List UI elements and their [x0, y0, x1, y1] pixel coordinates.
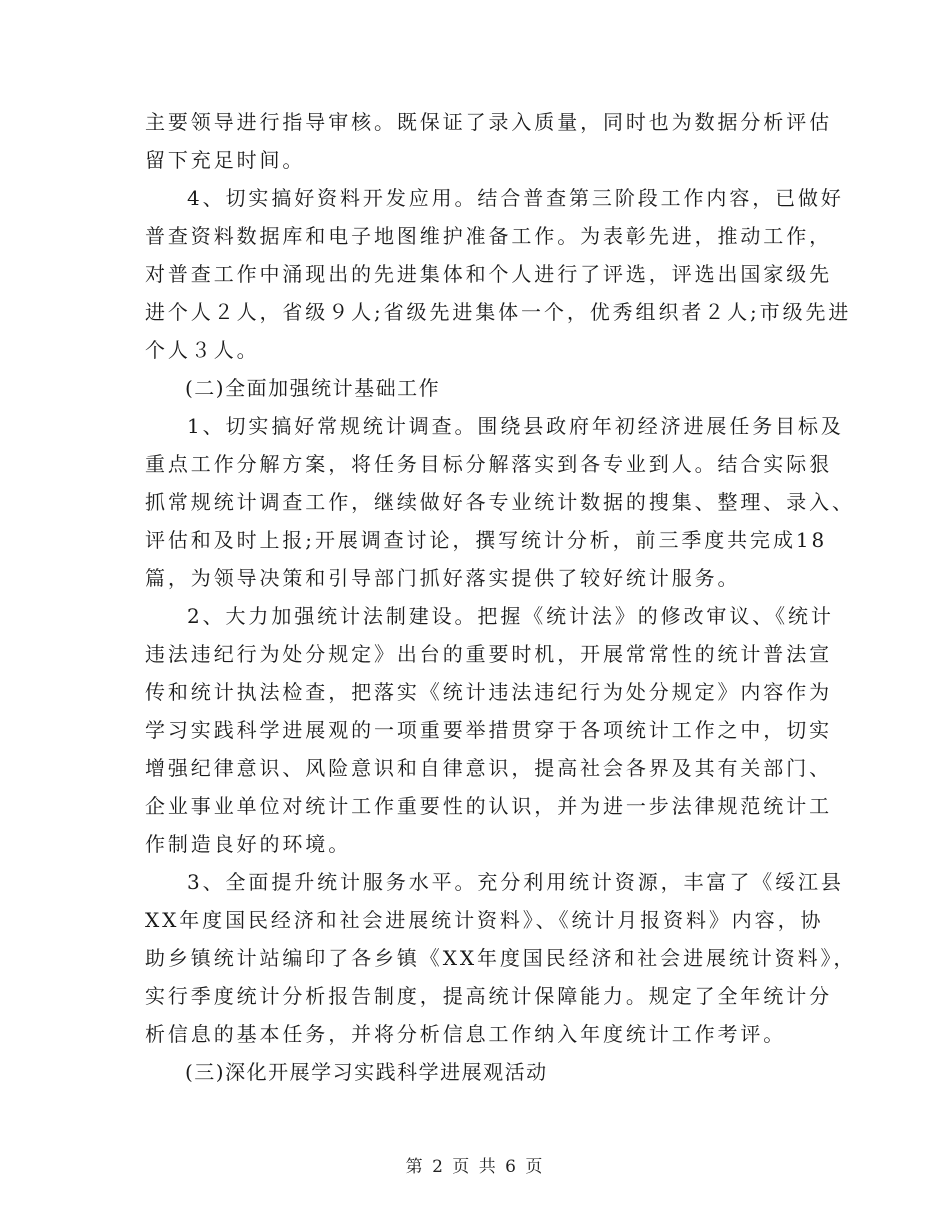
page-number: 第 2 页 共 6 页 [405, 1157, 545, 1177]
text-line: XX年度国民经济和社会进展统计资料》、《统计月报资料》内容，协 [145, 908, 824, 932]
text-line: 析信息的基本任务，并将分析信息工作纳入年度统计工作考评。 [145, 1022, 787, 1046]
text-line: 主要领导进行指导审核。既保证了录入质量，同时也为数据分析评估 [145, 110, 832, 134]
text-line: 学习实践科学进展观的一项重要举措贯穿于各项统计工作之中，切实 [145, 718, 832, 742]
text-line: 作制造良好的环境。 [145, 832, 352, 856]
text-line: 企业事业单位对统计工作重要性的认识，并为进一步法律规范统计工 [145, 794, 832, 818]
document-body [145, 103, 857, 1091]
text-line: 进个人２人，省级９人;省级先进集体一个，优秀组织者２人;市级先进 [145, 300, 852, 324]
text-line: 普查资料数据库和电子地图维护准备工作。为表彰先进，推动工作， [145, 224, 832, 248]
text-line: 重点工作分解方案，将任务目标分解落实到各专业到人。结合实际狠 [145, 452, 832, 476]
text-line: 抓常规统计调查工作，继续做好各专业统计数据的搜集、整理、录入、 [145, 490, 855, 514]
section-heading: (三)深化开展学习实践科学进展观活动 [185, 1060, 548, 1084]
text-line: 助乡镇统计站编印了各乡镇《XX年度国民经济和社会进展统计资料》， [145, 946, 857, 970]
text-line: 传和统计执法检查，把落实《统计违法违纪行为处分规定》内容作为 [145, 680, 832, 704]
text-line: 1、切实搞好常规统计调查。围绕县政府年初经济进展任务目标及 [187, 414, 844, 438]
text-line: 3、全面提升统计服务水平。充分利用统计资源，丰富了《绥江县 [187, 870, 844, 894]
text-line: 评估和及时上报;开展调查讨论，撰写统计分析，前三季度共完成18 [145, 528, 828, 552]
text-line: 增强纪律意识、风险意识和自律意识，提高社会各界及其有关部门、 [145, 756, 832, 780]
text-line: 违法违纪行为处分规定》出台的重要时机，开展常常性的统计普法宣 [145, 642, 832, 666]
text-line: 对普查工作中涌现出的先进集体和个人进行了评选，评选出国家级先 [145, 262, 832, 286]
text-line: 留下充足时间。 [145, 148, 306, 172]
section-heading: (二)全面加强统计基础工作 [185, 376, 441, 400]
text-line: 个人３人。 [145, 338, 260, 362]
text-line: 4、切实搞好资料开发应用。结合普查第三阶段工作内容，已做好 [187, 186, 844, 210]
text-line: 实行季度统计分析报告制度，提高统计保障能力。规定了全年统计分 [145, 984, 832, 1008]
text-line: 篇，为领导决策和引导部门抓好落实提供了较好统计服务。 [145, 566, 741, 590]
text-line: 2、大力加强统计法制建设。把握《统计法》的修改审议、《统计 [187, 604, 834, 628]
